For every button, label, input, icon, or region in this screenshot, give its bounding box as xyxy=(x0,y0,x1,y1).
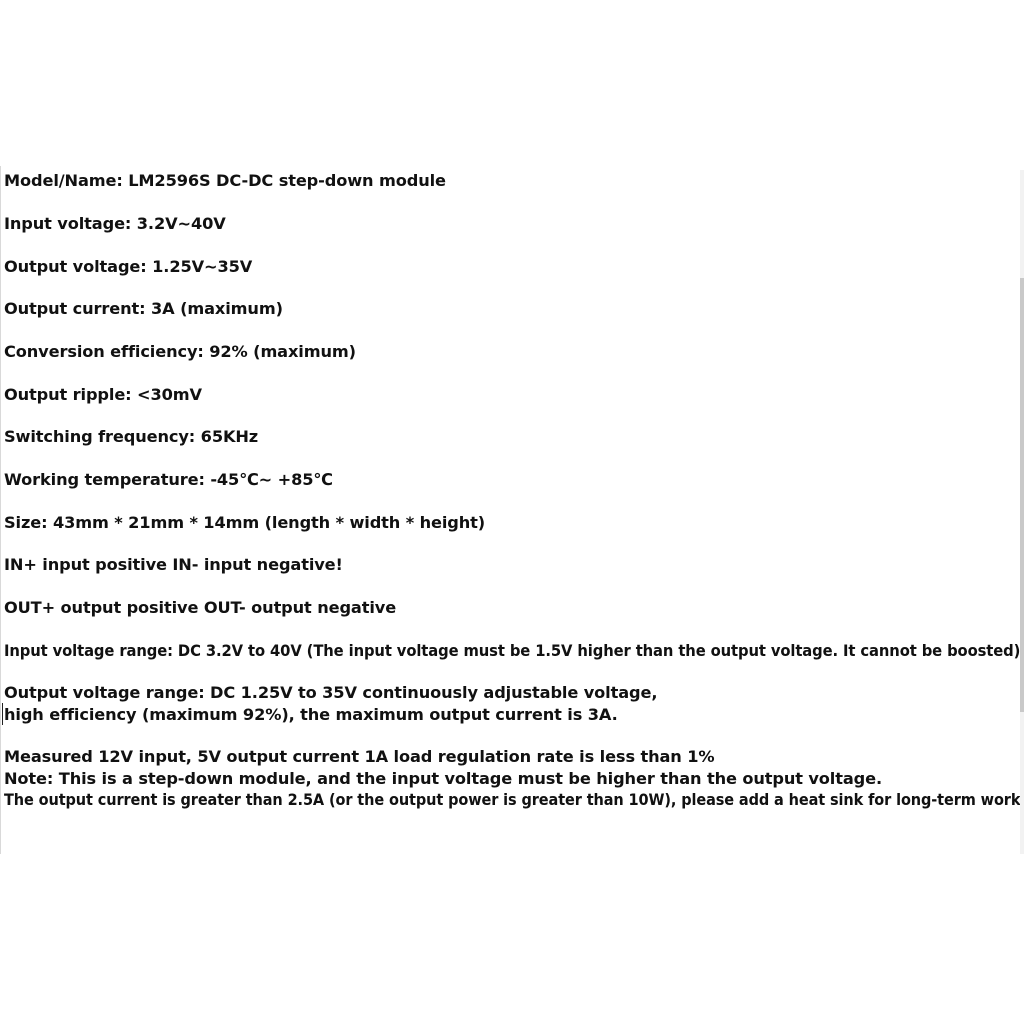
spec-output-current: Output current: 3A (maximum) xyxy=(4,299,283,318)
scrollbar-thumb[interactable] xyxy=(1020,278,1024,712)
spec-output-efficiency: high efficiency (maximum 92%), the maximum output current is 3A. xyxy=(4,705,618,724)
spec-model-name: Model/Name: LM2596S DC-DC step-down module xyxy=(4,171,446,190)
spec-switching-frequency: Switching frequency: 65KHz xyxy=(4,427,259,446)
spec-input-pins: IN+ input positive IN- input negative! xyxy=(4,555,343,574)
document-body[interactable] xyxy=(0,166,1024,854)
spec-input-voltage-range: Input voltage range: DC 3.2V to 40V (The input voltage must be 1.5V higher than the output voltage. It cannot be boosted) xyxy=(4,641,1021,660)
spec-working-temperature: Working temperature: -45℃~ +85℃ xyxy=(4,470,333,489)
spec-input-voltage: Input voltage: 3.2V~40V xyxy=(4,214,226,233)
text-cursor xyxy=(2,703,3,725)
spec-heat-sink-note: The output current is greater than 2.5A (or the output power is greater than 10W), please add a heat sink for long-term work xyxy=(4,790,1021,809)
spec-measured-regulation: Measured 12V input, 5V output current 1A load regulation rate is less than 1% xyxy=(4,747,715,766)
spec-conversion-efficiency: Conversion efficiency: 92% (maximum) xyxy=(4,342,356,361)
vertical-scrollbar[interactable] xyxy=(1020,170,1024,854)
spec-output-pins: OUT+ output positive OUT- output negative xyxy=(4,598,397,617)
spec-output-voltage-range: Output voltage range: DC 1.25V to 35V continuously adjustable voltage, xyxy=(4,683,658,702)
spec-output-voltage: Output voltage: 1.25V~35V xyxy=(4,257,253,276)
spec-output-ripple: Output ripple: <30mV xyxy=(4,385,202,404)
spec-note-step-down: Note: This is a step-down module, and the input voltage must be higher than the output voltage. xyxy=(4,769,883,788)
spec-size: Size: 43mm * 21mm * 14mm (length * width * height) xyxy=(4,513,486,532)
